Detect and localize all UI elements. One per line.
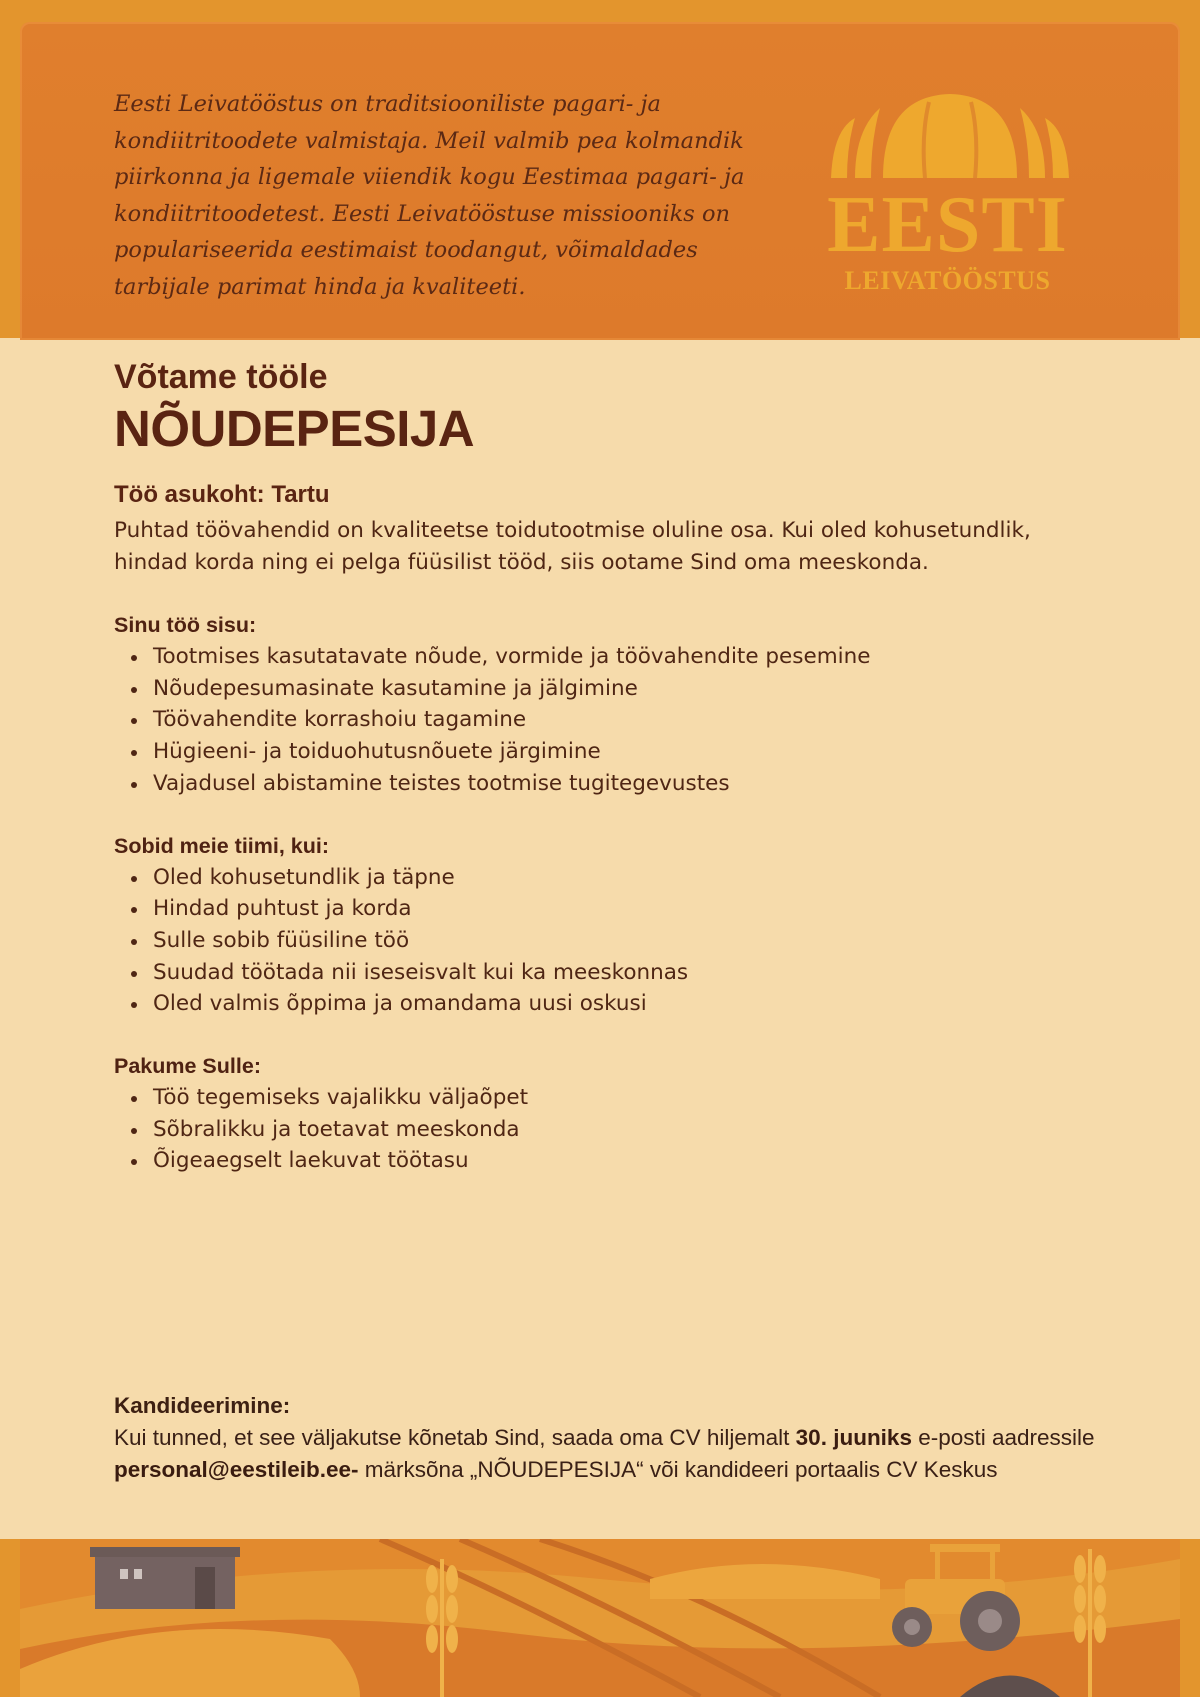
list-item: Nõudepesumasinate kasutamine ja jälgimine <box>153 673 1104 705</box>
job-description: Puhtad töövahendid on kvaliteetse toidutootmise oluline osa. Kui oled kohusetundlik, hindad korda ning ei pelga füüsilist tööd, siis ootame Sind oma meeskonda. <box>114 518 1031 575</box>
list-item: Sulle sobib füüsiline töö <box>153 925 1104 957</box>
section-title: Sinu töö sisu: <box>114 613 257 637</box>
section-requirements <box>114 830 1104 1021</box>
list-item: Hindad puhtust ja korda <box>153 893 1104 925</box>
section-duties <box>114 609 1104 800</box>
apply-text-part: e-posti aadressile <box>911 1425 1095 1450</box>
section-title: Pakume Sulle: <box>114 1054 261 1079</box>
list-item: Sõbralikku ja toetavat meeskonda <box>153 1114 1104 1146</box>
list-item: Töövahendite korrashoiu tagamine <box>153 704 1104 736</box>
benefits-list <box>114 1082 1104 1177</box>
requirements-list <box>114 862 1104 1021</box>
header-band <box>0 0 1200 338</box>
list-item: Töö tegemiseks vajalikku väljaõpet <box>153 1082 1104 1114</box>
logo-wordmark-eesti: EESTI <box>827 181 1068 269</box>
job-title: NÕUDEPESIJA <box>114 400 475 457</box>
email-address[interactable]: personal@eestileib.ee- <box>114 1456 359 1482</box>
application-section <box>114 1390 1104 1485</box>
apply-text-part: märksõna „NÕUDEPESIJA“ või kandideeri portaalis CV Keskus <box>358 1456 998 1482</box>
job-location: Töö asukoht: Tartu <box>114 481 330 508</box>
bread-loaf-icon <box>825 90 1075 185</box>
list-item: Vajadusel abistamine teistes tootmise tugitegevustes <box>153 768 1104 800</box>
apply-title: Kandideerimine: <box>114 1393 291 1418</box>
company-intro: Eesti Leivatööstus on traditsiooniliste pagari- ja kondiitritoodete valmistaja. Meil valmib pea kolmandik piirkonna ja ligemale viiendik kogu Eestimaa pagari- ja kondiitritoodetest. Eesti Leivatööstuse missiooniks on populariseerida eestimaist toodangut, võimaldades tarbijale parimat hinda ja kvaliteeti. <box>114 91 745 300</box>
list-item: Oled valmis õppima ja omandama uusi oskusi <box>153 988 1104 1020</box>
section-benefits <box>114 1050 1104 1177</box>
section-title: Sobid meie tiimi, kui: <box>114 833 330 858</box>
apply-text-part: Kui tunned, et see väljakutse kõnetab Sind, saada oma CV hiljemalt <box>114 1425 796 1450</box>
list-item: Õigeaegselt laekuvat töötasu <box>153 1145 1104 1177</box>
deadline: 30. juuniks <box>795 1425 912 1450</box>
list-item: Hügieeni- ja toiduohutusnõuete järgimine <box>153 736 1104 768</box>
logo-wordmark-leivatoostus: LEIVATÖÖSTUS <box>844 266 1051 295</box>
list-item: Tootmises kasutatavate nõude, vormide ja töövahendite pesemine <box>153 641 1104 673</box>
apply-instructions <box>114 1422 1104 1485</box>
duties-list <box>114 641 1104 800</box>
list-item: Suudad töötada nii iseseisvalt kui ka meeskonnas <box>153 957 1104 989</box>
footer-band <box>0 1539 1200 1697</box>
posting-kicker: Võtame tööle <box>114 358 328 396</box>
farmhouse-icon <box>90 1547 240 1609</box>
list-item: Oled kohusetundlik ja täpne <box>153 862 1104 894</box>
farm-landscape-illustration <box>0 1539 1200 1697</box>
job-posting <box>114 355 1104 1177</box>
company-logo <box>825 90 1075 305</box>
